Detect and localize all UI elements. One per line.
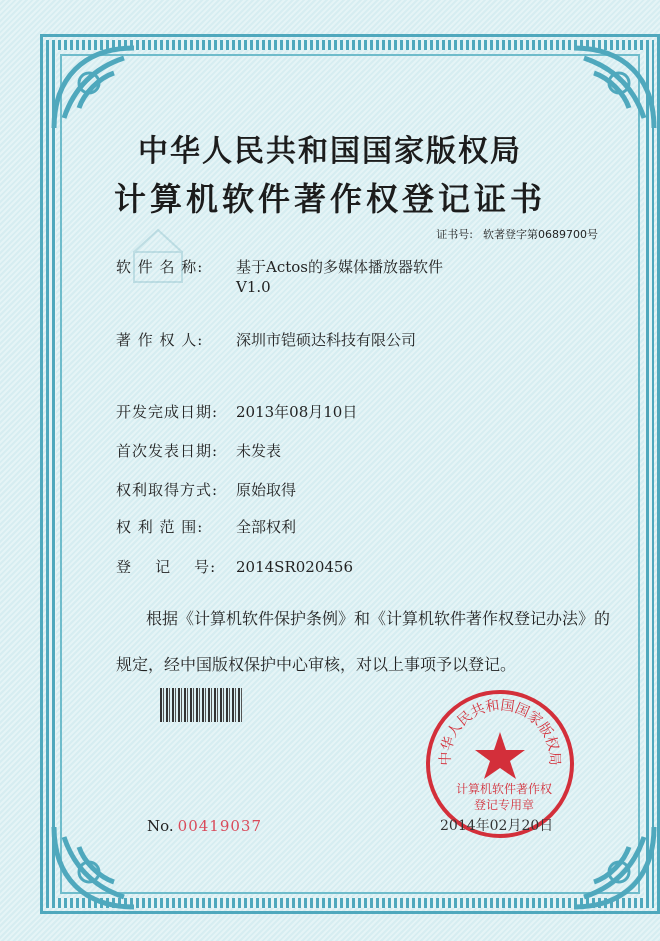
legal-paragraph-line2: 规定，经中国版权保护中心审核，对以上事项予以登记。 bbox=[116, 655, 517, 674]
software-name-value: 基于Actos的多媒体播放器软件 bbox=[236, 258, 443, 276]
issuing-authority: 中华人民共和国国家版权局 bbox=[138, 134, 522, 169]
software-version: V1.0 bbox=[236, 278, 271, 296]
seal-ring-text: 中华人民共和国国家版权局 bbox=[437, 697, 563, 766]
serial-value: 00419037 bbox=[177, 817, 263, 835]
cert-no-value: 软著登字第0689700号 bbox=[483, 228, 598, 241]
issue-date: 2014年02月20日 bbox=[440, 818, 554, 834]
owner-label: 著 作 权 人: bbox=[116, 331, 204, 349]
corner-ornament-bottom-left bbox=[44, 807, 154, 917]
owner-value: 深圳市铠硕达科技有限公司 bbox=[236, 331, 417, 349]
serial-number bbox=[147, 817, 262, 835]
publish-date-value: 未发表 bbox=[236, 442, 282, 460]
acquire-value: 原始取得 bbox=[236, 481, 297, 499]
certificate-number bbox=[436, 226, 598, 242]
field-software-name bbox=[116, 256, 443, 277]
publish-date-label: 首次发表日期: bbox=[116, 442, 219, 460]
reg-no-label: 登 记 号: bbox=[116, 558, 217, 576]
reg-no-value: 2014SR020456 bbox=[236, 558, 354, 576]
acquire-label: 权利取得方式: bbox=[116, 481, 219, 499]
field-acquire bbox=[116, 479, 296, 500]
scope-value: 全部权利 bbox=[236, 518, 297, 536]
software-name-label: 软 件 名 称: bbox=[116, 258, 204, 276]
field-reg-no bbox=[116, 556, 353, 577]
seal-line2: 登记专用章 bbox=[473, 798, 534, 812]
dev-date-label: 开发完成日期: bbox=[116, 403, 219, 421]
seal-star-icon bbox=[475, 732, 525, 779]
serial-label: No. bbox=[147, 817, 174, 835]
field-publish-date bbox=[116, 440, 281, 461]
field-owner bbox=[116, 329, 416, 350]
field-dev-date bbox=[116, 401, 357, 422]
scope-label: 权 利 范 围: bbox=[116, 518, 204, 536]
dev-date-value: 2013年08月10日 bbox=[236, 403, 358, 421]
certificate-title: 计算机软件著作权登记证书 bbox=[113, 180, 546, 218]
seal-line1: 计算机软件著作权 bbox=[455, 782, 552, 796]
legal-paragraph-line1: 根据《计算机软件保护条例》和《计算机软件著作权登记办法》的 bbox=[146, 609, 611, 628]
field-scope bbox=[116, 516, 296, 537]
barcode bbox=[160, 688, 242, 722]
cert-no-label: 证书号: bbox=[436, 228, 473, 241]
